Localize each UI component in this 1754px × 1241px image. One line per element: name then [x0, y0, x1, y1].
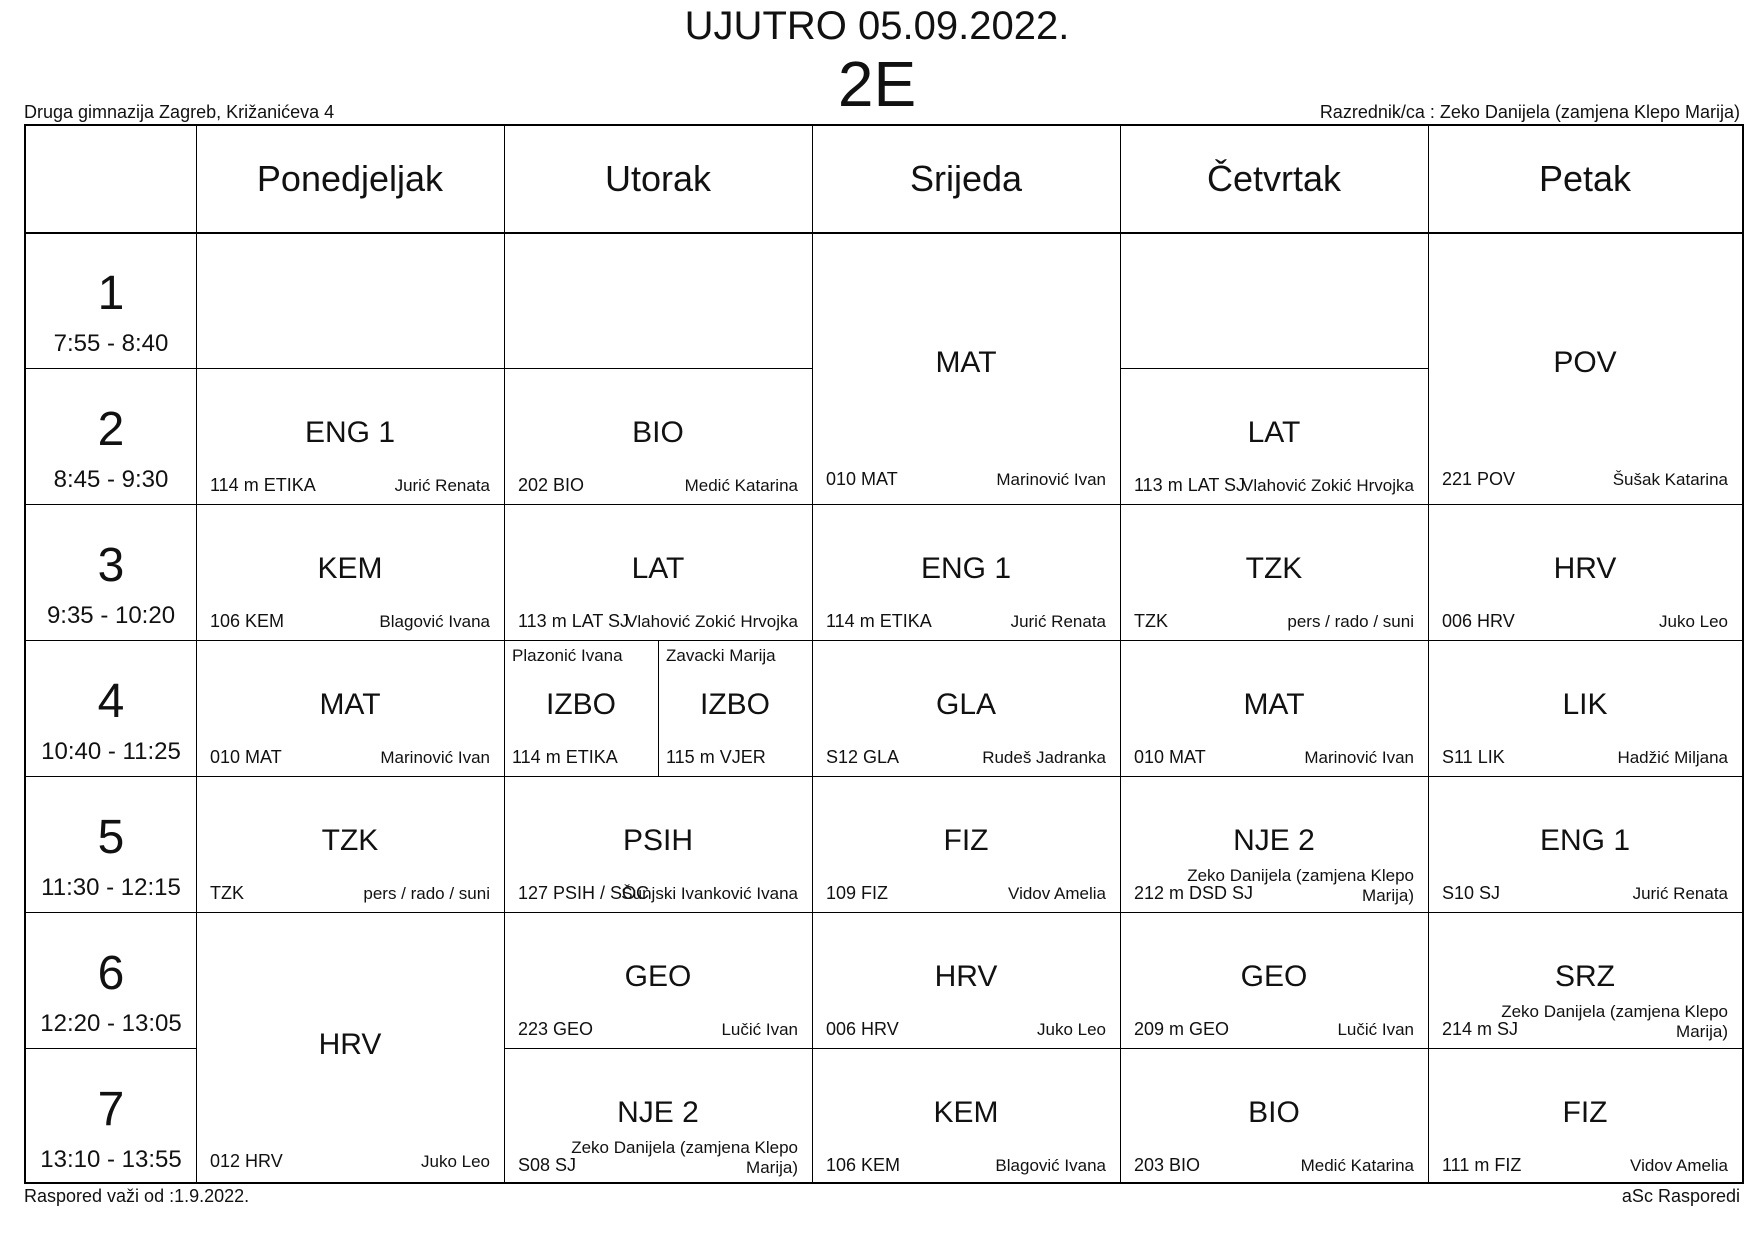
lesson-subject: BIO [632, 416, 684, 449]
lesson-subject: TZK [321, 824, 379, 857]
grid-line [26, 368, 196, 369]
lesson-room: 006 HRV [826, 1019, 899, 1039]
lesson-room: 012 HRV [210, 1151, 283, 1171]
valid-from: Raspored važi od :1.9.2022. [24, 1186, 250, 1206]
lesson-teacher: Marinović Ivan [380, 748, 490, 767]
lesson-cell [812, 1048, 1120, 1184]
lesson-cell [504, 640, 658, 776]
lesson-cell [658, 640, 812, 776]
lesson-cell [812, 640, 1120, 776]
period-time: 9:35 - 10:20 [46, 602, 176, 629]
lesson-room: 202 BIO [518, 475, 585, 495]
lesson-teacher: Zeko Danijela (zamjena Klepo Marija) [571, 1138, 798, 1177]
lesson-room: 113 m LAT SJ [1134, 475, 1246, 495]
timetable-grid [24, 124, 1744, 1184]
lesson-cell [812, 504, 1120, 640]
lesson-teacher: pers / rado / suni [363, 884, 490, 903]
period-number: 7 [97, 1083, 125, 1136]
lesson-teacher: Jurić Renata [1010, 612, 1106, 631]
lesson-room: 115 m VJER [666, 747, 766, 767]
lesson-room: 106 KEM [210, 611, 285, 631]
lesson-cell [812, 232, 1120, 504]
lesson-cell [1428, 640, 1742, 776]
day-header-monday: Ponedjeljak [256, 158, 444, 199]
day-header-friday: Petak [1538, 158, 1632, 199]
lesson-teacher: Zeko Danijela (zamjena Klepo Marija) [1501, 1002, 1728, 1041]
lesson-subject: HRV [318, 1028, 382, 1061]
lesson-teacher: Vlahović Zokić Hrvojka [626, 612, 798, 631]
lesson-cell [1428, 504, 1742, 640]
lesson-subject: TZK [1245, 552, 1303, 585]
lesson-teacher: Lučić Ivan [1337, 1020, 1414, 1039]
lesson-room: 114 m ETIKA [826, 611, 932, 631]
lesson-subject: FIZ [1562, 1096, 1608, 1129]
lesson-subject: GEO [1240, 960, 1308, 993]
lesson-subject: LIK [1562, 688, 1608, 721]
period-number: 1 [97, 267, 125, 320]
lesson-subject: GLA [935, 688, 997, 721]
lesson-room: 109 FIZ [826, 883, 889, 903]
lesson-cell [1120, 776, 1428, 912]
lesson-cell [196, 504, 504, 640]
lesson-subject: HRV [1553, 552, 1617, 585]
period-time: 13:10 - 13:55 [40, 1146, 182, 1173]
lesson-subject: NJE 2 [617, 1096, 699, 1129]
lesson-subject: KEM [933, 1096, 999, 1129]
lesson-room: 111 m FIZ [1442, 1155, 1522, 1175]
period-number: 4 [97, 675, 125, 728]
period-number: 2 [97, 403, 125, 456]
period-time: 7:55 - 8:40 [53, 330, 169, 357]
lesson-teacher: Medić Katarina [1300, 1156, 1414, 1175]
lesson-cell [196, 912, 504, 1184]
lesson-cell [196, 776, 504, 912]
lesson-cell [1120, 640, 1428, 776]
lesson-cell [1120, 368, 1428, 504]
vendor-name: aSc Rasporedi [1621, 1186, 1740, 1206]
grid-line [26, 640, 196, 641]
lesson-subject: ENG 1 [304, 416, 396, 449]
period-time: 11:30 - 12:15 [41, 874, 181, 901]
grid-line [26, 912, 196, 913]
lesson-cell [1428, 1048, 1742, 1184]
lesson-teacher: Šušak Katarina [1612, 470, 1728, 489]
lesson-cell [1120, 912, 1428, 1048]
lesson-cell [812, 912, 1120, 1048]
lesson-cell [196, 640, 504, 776]
lesson-subject: PSIH [622, 824, 694, 857]
day-header-tuesday: Utorak [604, 158, 712, 199]
lesson-room: 221 POV [1442, 469, 1516, 489]
lesson-cell [504, 368, 812, 504]
lesson-cell [504, 776, 812, 912]
lesson-room: 127 PSIH / SOC [518, 883, 650, 903]
lesson-room: 203 BIO [1134, 1155, 1201, 1175]
lesson-subject: LAT [631, 552, 685, 585]
lesson-subject: IZBO [699, 688, 770, 721]
lesson-cell [504, 912, 812, 1048]
lesson-teacher: Juko Leo [1659, 612, 1728, 631]
lesson-room: 106 KEM [826, 1155, 901, 1175]
lesson-cell [196, 368, 504, 504]
lesson-room: 010 MAT [210, 747, 282, 767]
lesson-subject: LAT [1247, 416, 1301, 449]
lesson-teacher: Zeko Danijela (zamjena Klepo Marija) [1187, 866, 1414, 905]
lesson-cell [504, 1048, 812, 1184]
lesson-cell [1428, 776, 1742, 912]
lesson-cell [1428, 232, 1742, 504]
lesson-teacher: Marinović Ivan [996, 470, 1106, 489]
lesson-subject: SRZ [1555, 960, 1615, 993]
lesson-room: 212 m DSD SJ [1134, 883, 1254, 903]
lesson-room: 114 m ETIKA [210, 475, 316, 495]
lesson-room: 114 m ETIKA [512, 747, 618, 767]
lesson-subject: MAT [319, 688, 381, 721]
lesson-room: 113 m LAT SJ [518, 611, 630, 631]
lesson-room: 010 MAT [826, 469, 898, 489]
lesson-room: S11 LIK [1442, 747, 1505, 767]
lesson-room: 223 GEO [518, 1019, 594, 1039]
period-time: 12:20 - 13:05 [40, 1010, 182, 1037]
lesson-room: 209 m GEO [1134, 1019, 1230, 1039]
period-time: 10:40 - 11:25 [41, 738, 181, 765]
lesson-cell [1120, 1048, 1428, 1184]
period-number: 5 [97, 811, 125, 864]
lesson-teacher: Vidov Amelia [1008, 884, 1106, 903]
lesson-room: 006 HRV [1442, 611, 1515, 631]
lesson-subject: MAT [935, 346, 997, 379]
period-number: 6 [97, 947, 125, 1000]
lesson-teacher: Šunjski Ivanković Ivana [621, 884, 798, 903]
lesson-teacher: Rudeš Jadranka [982, 748, 1106, 767]
lesson-subject: ENG 1 [920, 552, 1012, 585]
lesson-teacher: Jurić Renata [394, 476, 490, 495]
lesson-subject: IZBO [545, 688, 616, 721]
school-name: Druga gimnazija Zagreb, Križanićeva 4 [24, 102, 335, 122]
lesson-teacher: Juko Leo [1037, 1020, 1106, 1039]
lesson-subject: HRV [934, 960, 998, 993]
lesson-teacher: Marinović Ivan [1304, 748, 1414, 767]
day-header-wednesday: Srijeda [909, 158, 1023, 199]
day-header-thursday: Četvrtak [1206, 158, 1342, 199]
lesson-cell [504, 504, 812, 640]
lesson-teacher: Plazonić Ivana [512, 646, 623, 665]
lesson-teacher: Medić Katarina [684, 476, 798, 495]
lesson-subject: FIZ [943, 824, 989, 857]
period-number: 3 [97, 539, 125, 592]
class-name: 2E [837, 48, 917, 120]
grid-line [26, 1048, 196, 1049]
lesson-room: S12 GLA [826, 747, 900, 767]
lesson-cell [1120, 504, 1428, 640]
lesson-subject: MAT [1243, 688, 1305, 721]
lesson-teacher: Hadžić Miljana [1617, 748, 1728, 767]
lesson-subject: GEO [624, 960, 692, 993]
lesson-cell [1428, 912, 1742, 1048]
lesson-room: 010 MAT [1134, 747, 1206, 767]
lesson-teacher: Lučić Ivan [721, 1020, 798, 1039]
lesson-teacher: Blagović Ivana [995, 1156, 1106, 1175]
lesson-subject: POV [1553, 346, 1617, 379]
lesson-teacher: Zavacki Marija [666, 646, 776, 665]
lesson-room: TZK [1134, 611, 1168, 631]
period-time: 8:45 - 9:30 [53, 466, 169, 493]
lesson-subject: BIO [1248, 1096, 1300, 1129]
lesson-teacher: Blagović Ivana [379, 612, 490, 631]
lesson-subject: ENG 1 [1539, 824, 1631, 857]
lesson-room: S08 SJ [518, 1155, 577, 1175]
lesson-teacher: pers / rado / suni [1287, 612, 1414, 631]
lesson-room: TZK [210, 883, 244, 903]
lesson-room: 214 m SJ [1442, 1019, 1519, 1039]
grid-line [26, 504, 196, 505]
lesson-subject: KEM [317, 552, 383, 585]
lesson-teacher: Jurić Renata [1632, 884, 1728, 903]
schedule-title: UJUTRO 05.09.2022. [684, 4, 1070, 48]
lesson-room: S10 SJ [1442, 883, 1501, 903]
class-teacher: Razrednik/ca : Zeko Danijela (zamjena Klepo Marija) [1319, 102, 1740, 122]
lesson-teacher: Juko Leo [421, 1152, 490, 1171]
lesson-subject: NJE 2 [1233, 824, 1315, 857]
lesson-teacher: Vidov Amelia [1630, 1156, 1728, 1175]
lesson-teacher: Vlahović Zokić Hrvojka [1242, 476, 1414, 495]
grid-line [26, 776, 196, 777]
lesson-cell [812, 776, 1120, 912]
